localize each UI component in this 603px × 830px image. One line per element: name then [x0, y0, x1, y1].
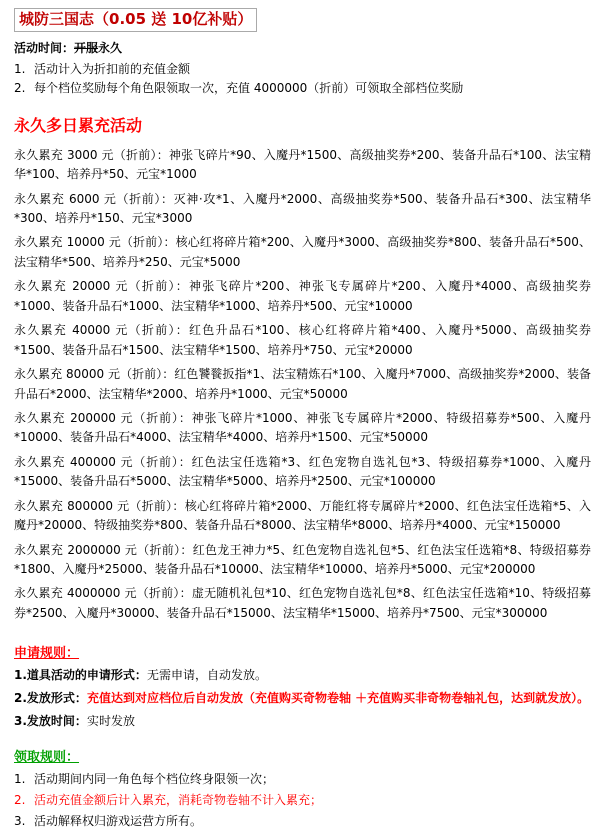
list-item-text: 活动计入为折扣前的充值金额 [34, 60, 593, 79]
apply-rule-number: 3. [14, 714, 27, 728]
apply-rule-label: 道具活动的申请形式： [27, 668, 147, 682]
activity-time-line [0, 32, 603, 56]
claim-rules-list [0, 770, 603, 830]
list-item-text: 活动期间内同一角色每个档位终身限领一次； [34, 770, 593, 789]
tier-item: 永久累充 40000 元（折前）：红色升品石*100、核心红将碎片箱*400、入魔丹*5000、高级抽奖券*1500、装备升品石*1500、法宝精华*1500、培养丹*750、元宝*20000 [14, 321, 591, 360]
activity-time-value: 永久 [98, 41, 122, 55]
tier-item: 永久累充 6000 元（折前）：灭神·攻*1、入魔丹*2000、高级抽奖券*500、装备升品石*300、法宝精华*300、培养丹*150、元宝*3000 [14, 190, 591, 229]
list-item-number: 2. [14, 791, 34, 810]
apply-rule-label: 发放时间： [27, 714, 87, 728]
apply-rules-title: 申请规则： [0, 628, 603, 661]
list-item-text: 每个档位奖励每个角色限领取一次，充值 4000000（折前）可领取全部档位奖励 [34, 79, 593, 98]
tier-item: 永久累充 4000000 元（折前）：虚无随机礼包*10、红色宠物自选礼包*8、红色法宝任选箱*10、特级招募券*2500、入魔丹*30000、装备升品石*15000、法宝精华*15000、培养丹*7500、元宝*300000 [14, 584, 591, 623]
list-item-text: 活动充值金额后计入累充，消耗奇物卷轴不计入累充； [34, 791, 593, 810]
tier-list [0, 136, 603, 624]
section-permanent-title: 永久多日累充活动 [0, 99, 603, 136]
apply-rule-number: 1. [14, 668, 27, 682]
intro-rules-list [0, 60, 603, 98]
apply-rule-item [0, 684, 603, 707]
tier-item: 永久累充 20000 元（折前）：神张飞碎片*200、神张飞专属碎片*200、入魔丹*4000、高级抽奖券*1000、装备升品石*1000、法宝精华*1000、培养丹*500、元宝*10000 [14, 277, 591, 316]
activity-time-label: 活动时间： [14, 41, 74, 55]
activity-time-strike: 开服 [74, 41, 98, 55]
tier-item: 永久累充 80000 元（折前）：红色饕餮扳指*1、法宝精炼石*100、入魔丹*7000、高级抽奖券*2000、装备升品石*2000、法宝精华*2000、培养丹*1000、元宝*50000 [14, 365, 591, 404]
tier-item: 永久累充 2000000 元（折前）：红色龙王神力*5、红色宠物自选礼包*5、红色法宝任选箱*8、特级招募券*1800、入魔丹*25000、装备升品石*10000、法宝精华*10000、培养丹*5000、元宝*200000 [14, 541, 591, 580]
list-item [14, 770, 593, 789]
list-item-number: 3. [14, 812, 34, 830]
apply-rule-item [0, 661, 603, 684]
apply-rule-item [0, 707, 603, 730]
list-item [14, 79, 593, 98]
claim-rules-title: 领取规则： [0, 730, 603, 765]
apply-rule-label: 发放形式： [27, 691, 87, 705]
list-item [14, 60, 593, 79]
apply-rule-text: 无需申请，自动发放。 [147, 668, 267, 682]
page-title: 城防三国志（0.05 送 10亿补贴） [14, 8, 257, 32]
tier-item: 永久累充 800000 元（折前）：核心红将碎片箱*2000、万能红将专属碎片*2000、红色法宝任选箱*5、入魔丹*20000、特级抽奖券*800、装备升品石*8000、法宝精华*8000、培养丹*4000、元宝*150000 [14, 497, 591, 536]
tier-item: 永久累充 10000 元（折前）：核心红将碎片箱*200、入魔丹*3000、高级抽奖券*800、装备升品石*500、法宝精华*500、培养丹*250、元宝*5000 [14, 233, 591, 272]
list-item-number: 1. [14, 60, 34, 79]
tier-item: 永久累充 400000 元（折前）：红色法宝任选箱*3、红色宠物自选礼包*3、特级招募券*1000、入魔丹*15000、装备升品石*5000、法宝精华*5000、培养丹*2500、元宝*100000 [14, 453, 591, 492]
list-item-number: 1. [14, 770, 34, 789]
list-item-number: 2. [14, 79, 34, 98]
apply-rule-text: 实时发放 [87, 714, 135, 728]
list-item [14, 791, 593, 810]
apply-rule-highlight: 充值达到对应档位后自动发放（充值购买奇物卷轴 ＋充值购买非奇物卷轴礼包，达到就发放）。 [87, 691, 589, 705]
list-item-text: 活动解释权归游戏运营方所有。 [34, 812, 593, 830]
tier-item: 永久累充 200000 元（折前）：神张飞碎片*1000、神张飞专属碎片*2000、特级招募券*500、入魔丹*10000、装备升品石*4000、法宝精华*4000、培养丹*1500、元宝*50000 [14, 409, 591, 448]
title-row [0, 0, 603, 32]
tier-item: 永久累充 3000 元（折前）：神张飞碎片*90、入魔丹*1500、高级抽奖券*200、装备升品石*100、法宝精华*100、培养丹*50、元宝*1000 [14, 146, 591, 185]
list-item [14, 812, 593, 830]
apply-rule-number: 2. [14, 691, 27, 705]
